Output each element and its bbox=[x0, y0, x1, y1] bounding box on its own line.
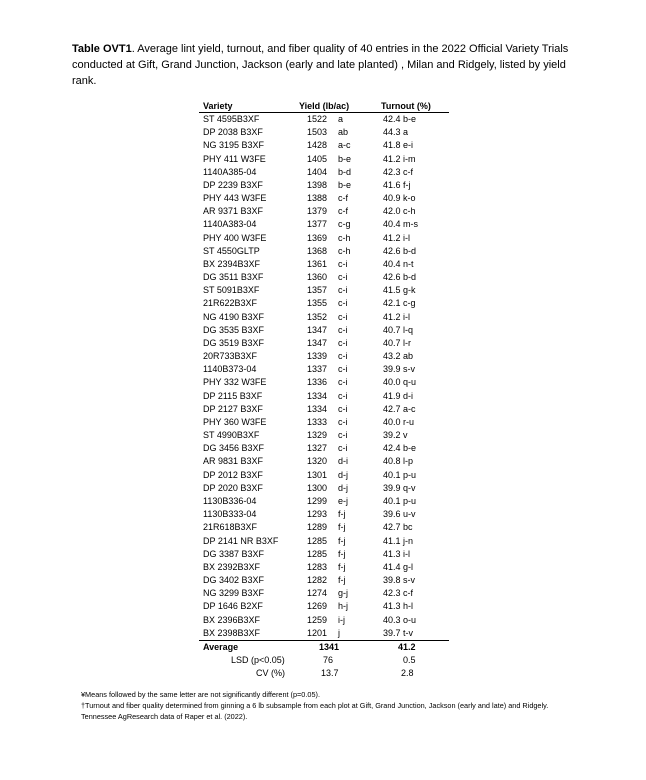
cell-variety: BX 2396B3XF bbox=[203, 614, 261, 625]
variety-table bbox=[199, 99, 449, 680]
cell-variety: 1130B336-04 bbox=[203, 495, 257, 506]
cell-turnout-letters: j-n bbox=[403, 535, 414, 546]
cell-turnout: 40.9 bbox=[383, 193, 401, 204]
cell-turnout-letters: g-l bbox=[403, 561, 414, 572]
cell-turnout: 40.0 bbox=[383, 377, 401, 388]
footnote-source: Tennessee AgResearch data of Raper et al. (2022). bbox=[81, 712, 248, 721]
cell-turnout-letters: k-o bbox=[403, 193, 416, 204]
cell-turnout: 41.3 bbox=[383, 601, 401, 612]
cell-yield: 1336 bbox=[307, 377, 328, 388]
table-caption-text: . Average lint yield, turnout, and fiber quality of 40 entries in the 2022 Official Variety Trials conducted at Gift, Grand Junction, Jackson (early and late planted) , Milan and Ridgely, listed by yield rank. bbox=[72, 43, 569, 87]
cell-yield-letters: f-j bbox=[338, 561, 346, 572]
summary-turnout: 41.2 bbox=[398, 641, 416, 652]
table-row bbox=[199, 297, 449, 310]
cell-yield-letters: c-i bbox=[338, 285, 348, 296]
cell-yield-letters: c-i bbox=[338, 416, 348, 427]
cell-turnout: 41.2 bbox=[383, 153, 401, 164]
cell-yield-letters: a-c bbox=[338, 140, 351, 151]
cell-turnout-letters: i-l bbox=[403, 311, 410, 322]
cell-variety: PHY 332 W3FE bbox=[203, 377, 267, 388]
cell-yield-letters: f-j bbox=[338, 548, 346, 559]
cell-variety: 1140A383-04 bbox=[203, 219, 257, 230]
cell-turnout-letters: l-p bbox=[403, 456, 414, 467]
cell-yield-letters: b-e bbox=[338, 179, 352, 190]
cell-variety: 1130B333-04 bbox=[203, 509, 257, 520]
cell-variety: ST 4550GLTP bbox=[203, 245, 260, 256]
table-row bbox=[199, 126, 449, 139]
cell-turnout-letters: b-e bbox=[403, 443, 417, 454]
cell-yield-letters: c-i bbox=[338, 430, 348, 441]
cell-variety: DP 2012 B3XF bbox=[203, 469, 263, 480]
table-row bbox=[199, 337, 449, 350]
cell-turnout: 41.5 bbox=[383, 285, 401, 296]
cell-turnout: 43.2 bbox=[383, 351, 401, 362]
cell-turnout: 42.3 bbox=[383, 166, 401, 177]
cell-turnout-letters: g-k bbox=[403, 285, 416, 296]
cell-yield: 1388 bbox=[307, 193, 328, 204]
cell-variety: PHY 400 W3FE bbox=[203, 232, 267, 243]
cell-turnout: 42.0 bbox=[383, 206, 401, 217]
cell-yield: 1347 bbox=[307, 324, 328, 335]
table-row bbox=[199, 205, 449, 218]
cell-yield-letters: c-i bbox=[338, 298, 348, 309]
cell-yield: 1368 bbox=[307, 245, 328, 256]
cell-turnout: 40.4 bbox=[383, 258, 401, 269]
cell-variety: 20R733B3XF bbox=[203, 351, 258, 362]
cell-variety: DG 3402 B3XF bbox=[203, 575, 265, 586]
cell-yield-letters: e-j bbox=[338, 495, 349, 506]
table-header-row bbox=[199, 99, 449, 113]
cell-yield: 1360 bbox=[307, 272, 328, 283]
table-row bbox=[199, 218, 449, 231]
cell-variety: DP 2115 B3XF bbox=[203, 390, 263, 401]
cell-yield-letters: c-f bbox=[338, 206, 348, 217]
cell-yield-letters: c-h bbox=[338, 232, 351, 243]
cell-yield-letters: c-i bbox=[338, 403, 348, 414]
cell-yield-letters: d-i bbox=[338, 456, 349, 467]
cell-yield-letters: a bbox=[338, 114, 344, 124]
cell-turnout-letters: c-h bbox=[403, 206, 416, 217]
cell-yield-letters: d-j bbox=[338, 482, 349, 493]
table-row bbox=[199, 600, 449, 613]
cell-yield: 1522 bbox=[307, 114, 328, 124]
table-row bbox=[199, 561, 449, 574]
table-row bbox=[199, 179, 449, 192]
cell-turnout: 41.6 bbox=[383, 179, 401, 190]
cell-turnout-letters: m-s bbox=[403, 219, 418, 230]
cell-yield-letters: c-i bbox=[338, 377, 348, 388]
cell-yield: 1285 bbox=[307, 535, 328, 546]
cell-turnout: 41.2 bbox=[383, 311, 401, 322]
cell-yield-letters: g-j bbox=[338, 588, 349, 599]
cell-yield: 1259 bbox=[307, 614, 328, 625]
summary-yield: 1341 bbox=[319, 641, 340, 652]
cell-variety: DP 2038 B3XF bbox=[203, 127, 263, 138]
cell-yield-letters: c-i bbox=[338, 364, 348, 375]
cell-turnout: 40.7 bbox=[383, 324, 401, 335]
cell-variety: DP 2239 B3XF bbox=[203, 179, 263, 190]
cell-turnout: 40.1 bbox=[383, 469, 401, 480]
cell-turnout-letters: r-u bbox=[403, 416, 414, 427]
cell-yield: 1293 bbox=[307, 509, 328, 520]
table-row bbox=[199, 627, 449, 640]
table-label: Table OVT1 bbox=[72, 43, 132, 55]
cell-turnout: 39.9 bbox=[383, 482, 401, 493]
cell-yield: 1352 bbox=[307, 311, 328, 322]
cell-yield-letters: f-j bbox=[338, 575, 346, 586]
cell-variety: DP 1646 B2XF bbox=[203, 601, 263, 612]
cell-turnout-letters: s-v bbox=[403, 364, 415, 375]
cell-turnout: 42.4 bbox=[383, 443, 401, 454]
cell-turnout-letters: i-m bbox=[403, 153, 416, 164]
cell-turnout-letters: s-v bbox=[403, 575, 415, 586]
cell-turnout-letters: e-i bbox=[403, 140, 414, 151]
cell-turnout: 39.9 bbox=[383, 364, 401, 375]
cell-yield: 1334 bbox=[307, 390, 328, 401]
table-row bbox=[199, 192, 449, 205]
cell-yield: 1201 bbox=[307, 627, 328, 638]
cell-yield: 1269 bbox=[307, 601, 328, 612]
cell-yield-letters: f-j bbox=[338, 535, 346, 546]
table-row bbox=[199, 232, 449, 245]
cell-yield: 1289 bbox=[307, 522, 328, 533]
cell-yield-letters: c-i bbox=[338, 272, 348, 283]
table-row bbox=[199, 614, 449, 627]
cell-yield: 1361 bbox=[307, 258, 328, 269]
cell-yield-letters: c-i bbox=[338, 337, 348, 348]
cell-turnout: 42.1 bbox=[383, 298, 401, 309]
cell-turnout-letters: i-l bbox=[403, 548, 410, 559]
table-row bbox=[199, 535, 449, 548]
table-row bbox=[199, 442, 449, 455]
cell-turnout: 42.4 bbox=[383, 114, 401, 124]
cell-yield-letters: c-i bbox=[338, 324, 348, 335]
cell-yield-letters: i-j bbox=[338, 614, 345, 625]
summary-yield: 13.7 bbox=[321, 668, 339, 679]
cell-turnout-letters: a-c bbox=[403, 403, 416, 414]
cell-yield: 1339 bbox=[307, 351, 328, 362]
cell-turnout-letters: b-d bbox=[403, 245, 417, 256]
cell-turnout-letters: v bbox=[403, 430, 408, 441]
cell-yield-letters: h-j bbox=[338, 601, 349, 612]
cell-turnout-letters: l-q bbox=[403, 324, 414, 335]
table-row bbox=[199, 363, 449, 376]
cell-yield: 1282 bbox=[307, 575, 328, 586]
footnote-means: ¥Means followed by the same letter are not significantly different (p=0.05). bbox=[81, 690, 320, 699]
cell-yield-letters: j bbox=[338, 627, 340, 638]
table-row bbox=[199, 469, 449, 482]
cell-variety: BX 2392B3XF bbox=[203, 561, 261, 572]
cell-yield: 1274 bbox=[307, 588, 328, 599]
header-turnout: Turnout (%) bbox=[381, 101, 431, 111]
cell-turnout: 41.3 bbox=[383, 548, 401, 559]
cell-yield: 1337 bbox=[307, 364, 328, 375]
cell-yield: 1379 bbox=[307, 206, 328, 217]
cell-turnout: 42.7 bbox=[383, 403, 401, 414]
cell-turnout-letters: d-i bbox=[403, 390, 414, 401]
cell-variety: DG 3387 B3XF bbox=[203, 548, 265, 559]
table-summary bbox=[199, 641, 449, 681]
cell-turnout: 44.3 bbox=[383, 127, 401, 138]
cell-variety: DP 2020 B3XF bbox=[203, 482, 263, 493]
cell-variety: AR 9371 B3XF bbox=[203, 206, 264, 217]
cell-turnout-letters: c-f bbox=[403, 166, 413, 177]
cell-turnout: 41.8 bbox=[383, 140, 401, 151]
cell-variety: ST 4990B3XF bbox=[203, 430, 260, 441]
cell-yield: 1398 bbox=[307, 179, 328, 190]
cell-yield: 1369 bbox=[307, 232, 328, 243]
cell-turnout-letters: q-v bbox=[403, 482, 416, 493]
table-row bbox=[199, 376, 449, 389]
cell-yield-letters: c-g bbox=[338, 219, 351, 230]
table-row bbox=[199, 139, 449, 152]
table-row bbox=[199, 482, 449, 495]
cell-turnout: 41.2 bbox=[383, 232, 401, 243]
table-row bbox=[199, 574, 449, 587]
cell-turnout-letters: ab bbox=[403, 351, 414, 362]
cell-variety: NG 4190 B3XF bbox=[203, 311, 265, 322]
table-row bbox=[199, 311, 449, 324]
cell-turnout-letters: t-v bbox=[403, 627, 413, 638]
summary-cv bbox=[199, 667, 449, 680]
summary-average bbox=[199, 641, 449, 654]
table-row bbox=[199, 153, 449, 166]
cell-turnout: 39.2 bbox=[383, 430, 401, 441]
cell-turnout-letters: o-u bbox=[403, 614, 417, 625]
cell-turnout: 41.4 bbox=[383, 561, 401, 572]
cell-turnout: 39.7 bbox=[383, 627, 401, 638]
cell-yield: 1428 bbox=[307, 140, 328, 151]
cell-yield: 1404 bbox=[307, 166, 328, 177]
cell-yield-letters: b-d bbox=[338, 166, 352, 177]
cell-turnout-letters: q-u bbox=[403, 377, 417, 388]
table-row bbox=[199, 350, 449, 363]
cell-turnout-letters: b-e bbox=[403, 114, 417, 124]
cell-turnout: 40.7 bbox=[383, 337, 401, 348]
cell-variety: PHY 411 W3FE bbox=[203, 153, 266, 164]
table-row bbox=[199, 166, 449, 179]
cell-variety: 21R618B3XF bbox=[203, 522, 258, 533]
summary-lsd bbox=[199, 654, 449, 667]
cell-yield-letters: c-i bbox=[338, 258, 348, 269]
table-row bbox=[199, 521, 449, 534]
table-row bbox=[199, 390, 449, 403]
cell-yield-letters: b-e bbox=[338, 153, 352, 164]
table-row bbox=[199, 403, 449, 416]
cell-variety: 1140A385-04 bbox=[203, 166, 257, 177]
table-row bbox=[199, 495, 449, 508]
table-row bbox=[199, 416, 449, 429]
cell-turnout: 40.4 bbox=[383, 219, 401, 230]
cell-yield-letters: c-i bbox=[338, 443, 348, 454]
cell-turnout-letters: bc bbox=[403, 522, 413, 533]
table-row bbox=[199, 455, 449, 468]
cell-turnout-letters: c-f bbox=[403, 588, 413, 599]
cell-turnout: 40.1 bbox=[383, 495, 401, 506]
summary-label: Average bbox=[203, 641, 239, 652]
cell-yield: 1320 bbox=[307, 456, 328, 467]
cell-yield: 1347 bbox=[307, 337, 328, 348]
table-row bbox=[199, 429, 449, 442]
cell-variety: DG 3535 B3XF bbox=[203, 324, 265, 335]
cell-turnout-letters: l-r bbox=[403, 337, 411, 348]
cell-variety: DG 3456 B3XF bbox=[203, 443, 265, 454]
header-variety: Variety bbox=[203, 101, 233, 111]
cell-turnout: 41.9 bbox=[383, 390, 401, 401]
cell-variety: ST 4595B3XF bbox=[203, 114, 260, 124]
cell-yield-letters: f-j bbox=[338, 522, 346, 533]
table-row bbox=[199, 548, 449, 561]
cell-yield: 1355 bbox=[307, 298, 328, 309]
cell-yield: 1329 bbox=[307, 430, 328, 441]
header-yield: Yield (lb/ac) bbox=[299, 101, 350, 111]
cell-yield-letters: d-j bbox=[338, 469, 349, 480]
cell-variety: PHY 443 W3FE bbox=[203, 193, 267, 204]
cell-turnout: 39.8 bbox=[383, 575, 401, 586]
cell-yield-letters: c-i bbox=[338, 311, 348, 322]
cell-yield-letters: f-j bbox=[338, 509, 346, 520]
cell-variety: DG 3519 B3XF bbox=[203, 337, 265, 348]
cell-turnout: 40.3 bbox=[383, 614, 401, 625]
cell-yield: 1283 bbox=[307, 561, 328, 572]
cell-turnout: 39.6 bbox=[383, 509, 401, 520]
cell-yield: 1503 bbox=[307, 127, 328, 138]
cell-yield-letters: c-i bbox=[338, 351, 348, 362]
cell-yield: 1299 bbox=[307, 495, 328, 506]
cell-variety: DP 2141 NR B3XF bbox=[203, 535, 279, 546]
cell-yield: 1285 bbox=[307, 548, 328, 559]
cell-variety: ST 5091B3XF bbox=[203, 285, 260, 296]
cell-turnout: 42.7 bbox=[383, 522, 401, 533]
summary-yield: 76 bbox=[323, 655, 334, 666]
table-row bbox=[199, 284, 449, 297]
cell-turnout-letters: b-d bbox=[403, 272, 417, 283]
table-body bbox=[199, 113, 449, 641]
cell-turnout-letters: i-l bbox=[403, 232, 410, 243]
cell-yield: 1301 bbox=[307, 469, 328, 480]
cell-variety: 1140B373-04 bbox=[203, 364, 257, 375]
table-caption bbox=[72, 41, 572, 89]
cell-turnout-letters: u-v bbox=[403, 509, 416, 520]
cell-turnout: 40.0 bbox=[383, 416, 401, 427]
summary-turnout: 2.8 bbox=[401, 668, 414, 679]
cell-yield: 1327 bbox=[307, 443, 328, 454]
cell-yield: 1300 bbox=[307, 482, 328, 493]
table-row bbox=[199, 587, 449, 600]
cell-turnout-letters: n-t bbox=[403, 258, 414, 269]
table-footnotes bbox=[81, 689, 571, 722]
cell-variety: DG 3511 B3XF bbox=[203, 272, 264, 283]
cell-variety: BX 2394B3XF bbox=[203, 258, 261, 269]
cell-variety: AR 9831 B3XF bbox=[203, 456, 264, 467]
cell-variety: 21R622B3XF bbox=[203, 298, 258, 309]
summary-label: CV (%) bbox=[256, 668, 285, 679]
cell-turnout: 40.8 bbox=[383, 456, 401, 467]
cell-turnout-letters: p-u bbox=[403, 495, 417, 506]
cell-turnout: 42.6 bbox=[383, 245, 401, 256]
cell-turnout: 42.3 bbox=[383, 588, 401, 599]
cell-variety: BX 2398B3XF bbox=[203, 627, 261, 638]
table-row bbox=[199, 245, 449, 258]
table-row bbox=[199, 324, 449, 337]
cell-variety: NG 3195 B3XF bbox=[203, 140, 265, 151]
cell-yield: 1333 bbox=[307, 416, 328, 427]
cell-turnout-letters: a bbox=[403, 127, 409, 138]
cell-turnout: 42.6 bbox=[383, 272, 401, 283]
cell-yield: 1357 bbox=[307, 285, 328, 296]
summary-turnout: 0.5 bbox=[403, 655, 416, 666]
cell-turnout-letters: h-l bbox=[403, 601, 414, 612]
table-row bbox=[199, 258, 449, 271]
cell-turnout-letters: c-g bbox=[403, 298, 416, 309]
cell-yield: 1334 bbox=[307, 403, 328, 414]
footnote-turnout: †Turnout and fiber quality determined from ginning a 6 lb subsample from each plot at Gift, Grand Junction, Jackson (early and late) and Ridgely. bbox=[81, 701, 549, 710]
cell-turnout-letters: p-u bbox=[403, 469, 417, 480]
cell-yield: 1377 bbox=[307, 219, 328, 230]
cell-yield-letters: c-h bbox=[338, 245, 351, 256]
cell-yield: 1405 bbox=[307, 153, 328, 164]
cell-variety: DP 2127 B3XF bbox=[203, 403, 263, 414]
cell-turnout-letters: f-j bbox=[403, 179, 411, 190]
cell-yield-letters: c-i bbox=[338, 390, 348, 401]
cell-variety: PHY 360 W3FE bbox=[203, 416, 267, 427]
cell-yield-letters: ab bbox=[338, 127, 349, 138]
table-row bbox=[199, 508, 449, 521]
summary-label: LSD (p<0.05) bbox=[231, 655, 285, 666]
cell-turnout: 41.1 bbox=[383, 535, 401, 546]
cell-variety: NG 3299 B3XF bbox=[203, 588, 265, 599]
table-row bbox=[199, 271, 449, 284]
cell-yield-letters: c-f bbox=[338, 193, 348, 204]
table-row bbox=[199, 113, 449, 126]
